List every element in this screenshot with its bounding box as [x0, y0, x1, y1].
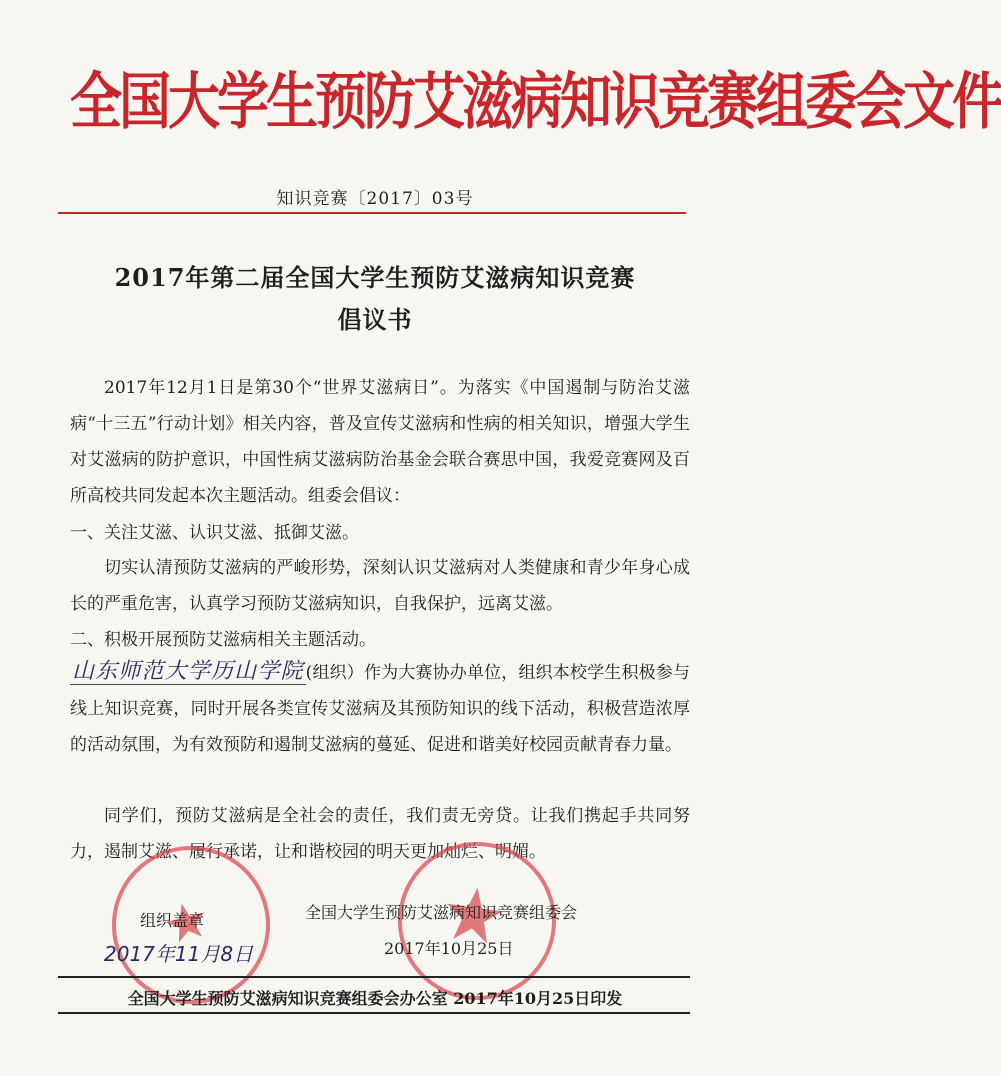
closing-paragraph: 同学们，预防艾滋病是全社会的责任，我们责无旁贷。让我们携起手共同努力，遏制艾滋、履行承诺，让和谐校园的明天更加灿烂、明媚。	[70, 806, 690, 862]
footer-bottom-rule	[58, 1012, 690, 1014]
section1-paragraph: 切实认清预防艾滋病的严峻形势，深刻认识艾滋病对人类健康和青少年身心成长的严重危害，认真学习预防艾滋病知识，自我保护，远离艾滋。	[70, 558, 690, 614]
intro-paragraph: 2017年12月1日是第30个“世界艾滋病日”。为落实《中国遏制与防治艾滋病“十三五”行动计划》相关内容，普及宣传艾滋病和性病的相关知识，增强大学生对艾滋病的防护意识，中国性病艾滋病防治基金会联合赛思中国，我爱竞赛网及百所高校共同发起本次主题活动。组委会倡议：	[70, 378, 690, 506]
issuing-committee: 全国大学生预防艾滋病知识竞赛组委会	[305, 903, 578, 922]
document-subtitle: 倡议书	[337, 305, 413, 334]
section1-heading: 一、关注艾滋、认识艾滋、抵御艾滋。	[70, 523, 359, 543]
document-header-title: 全国大学生预防艾滋病知识竞赛组委会文件	[70, 67, 1001, 139]
footer-top-rule	[58, 976, 690, 978]
header-red-rule	[58, 212, 686, 214]
document-title: 2017年第二届全国大学生预防艾滋病知识竞赛	[114, 263, 636, 292]
footer-issuer-line: 全国大学生预防艾滋病知识竞赛组委会办公室 2017年10月25日印发	[127, 989, 623, 1008]
signature-seal-label: 组织盖章	[140, 911, 205, 930]
handwritten-date: 2017年11月8日	[104, 942, 254, 966]
handwritten-organization: 山东师范大学历山学院	[72, 659, 304, 684]
issue-date: 2017年10月25日	[384, 939, 514, 958]
section2-text: (组织）作为大赛协办单位，组织本校学生积极参与线上知识竞赛，同时开展各类宣传艾滋病及其预防知识的线下活动，积极营造浓厚的活动氛围，为有效预防和遏制艾滋病的蔓延、促进和谐美好校园贡献青春力量。	[70, 663, 690, 755]
section2-heading: 二、积极开展预防艾滋病相关主题活动。	[70, 630, 376, 650]
document-number: 知识竞赛〔2017〕03号	[276, 189, 474, 209]
section2-paragraph	[70, 654, 690, 763]
